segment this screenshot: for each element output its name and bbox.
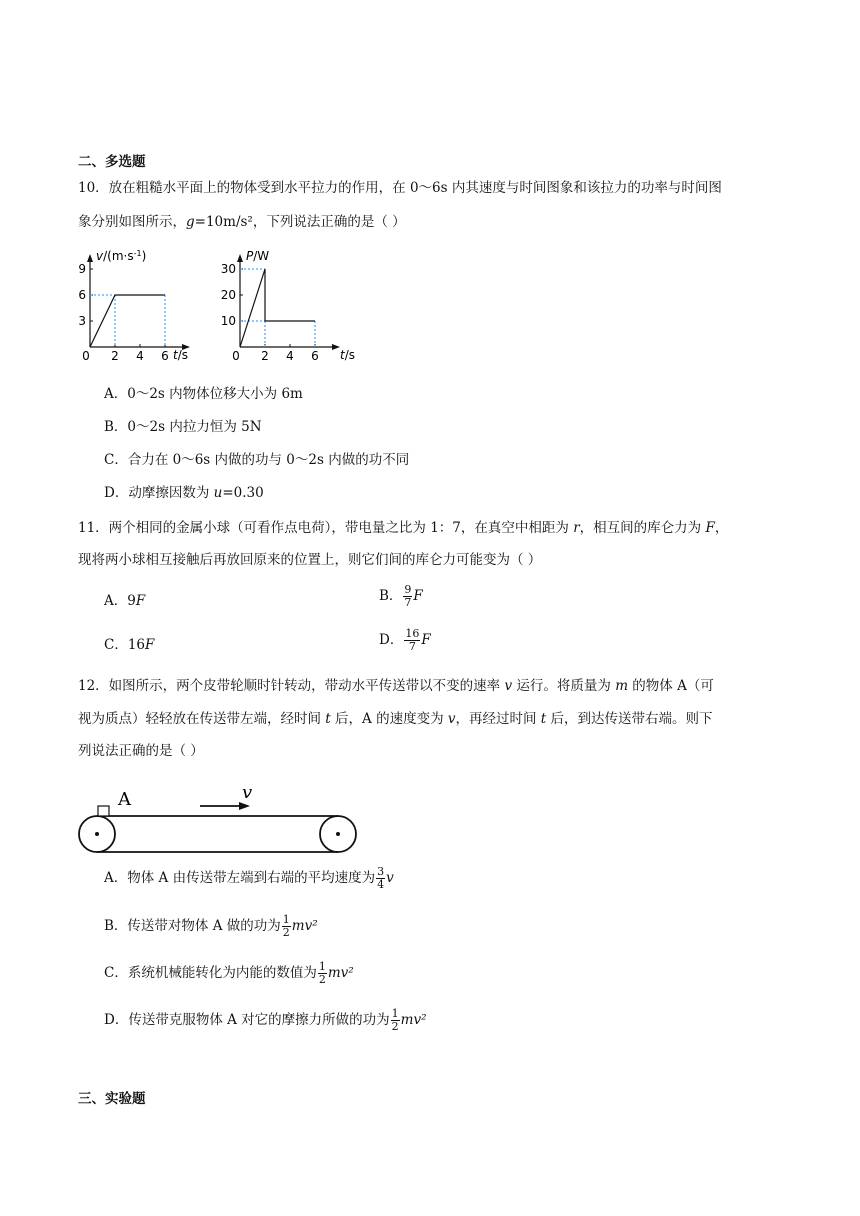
y-tick-label: 3 (78, 314, 86, 328)
x-tick-label: 0 (232, 349, 240, 363)
q10-graphs (76, 244, 376, 364)
x-tick-label: 2 (111, 349, 119, 363)
q11-option-d: D． $\frac{16}{7}$ F (379, 627, 431, 653)
t-axis-label-1: t/s (173, 348, 189, 362)
q12-option-a: A．物体 A 由传送带左端到右端的平均速度为 $\frac{3}{4}$ v (104, 865, 394, 891)
q11-option-b: B． $\frac{9}{7}$ F (379, 583, 423, 609)
q12-stem-line3: 列说法正确的是（ ） (78, 743, 204, 759)
q10-option-b: B．0～2s 内拉力恒为 5N (104, 419, 262, 435)
q11-stem-line1: 11．两个相同的金属小球（可看作点电荷），带电量之比为 1：7，在真空中相距为 r，相互间的库仑力为 F， (78, 520, 729, 536)
velocity-time-graph (78, 249, 190, 363)
t-axis-label-2: t/s (340, 348, 356, 362)
q10-stem-line1: 10．放在粗糙水平面上的物体受到水平拉力的作用，在 0～6s 内其速度与时间图象和该拉力的功率与时间图 (78, 180, 722, 196)
y-tick-label: 9 (78, 262, 86, 276)
fraction: $\frac{1}{2}$ (282, 913, 290, 939)
q11-option-c: C．16F (104, 637, 155, 653)
block-a (98, 806, 109, 816)
fraction: $\frac{3}{4}$ (377, 865, 385, 891)
x-tick-label: 6 (161, 349, 169, 363)
x-tick-label: 4 (136, 349, 144, 363)
right-pulley-axle (336, 832, 340, 836)
fraction: $\frac{9}{7}$ (404, 583, 412, 609)
q10-stem-line2: 象分别如图所示，g=10m/s²，下列说法正确的是（ ） (78, 214, 406, 230)
power-time-graph (221, 249, 355, 363)
x-tick-label: 0 (82, 349, 90, 363)
y-tick-label: 20 (220, 288, 236, 302)
conveyor-belt-figure (76, 778, 360, 858)
x-axis-arrow (332, 344, 340, 350)
fraction: $\frac{16}{7}$ (405, 627, 420, 653)
velocity-series-line (90, 295, 165, 347)
q10-option-c: C．合力在 0～6s 内做的功与 0～2s 内做的功不同 (104, 452, 410, 468)
q12-option-d: D．传送带克服物体 A 对它的摩擦力所做的功为 $\frac{1}{2}$ mv² (104, 1007, 427, 1033)
x-tick-label: 2 (261, 349, 269, 363)
q12-option-b: B．传送带对物体 A 做的功为 $\frac{1}{2}$ mv² (104, 913, 318, 939)
y-axis-arrow (237, 254, 243, 262)
y-axis-arrow (87, 254, 93, 262)
velocity-arrow-head (239, 802, 250, 810)
q12-stem-line2: 视为质点）轻轻放在传送带左端，经时间 t 后，A 的速度变为 v，再经过时间 t 后，到达传送带右端。则下 (78, 711, 713, 727)
q12-option-c: C．系统机械能转化为内能的数值为 $\frac{1}{2}$ mv² (104, 960, 354, 986)
q10-option-d: D．动摩擦因数为 u=0.30 (104, 485, 264, 501)
section-heading-multiple-choice: 二、多选题 (78, 154, 146, 170)
fraction: $\frac{1}{2}$ (391, 1007, 399, 1033)
q11-stem-line2: 现将两小球相互接触后再放回原来的位置上，则它们间的库仑力可能变为（ ） (78, 552, 542, 568)
x-tick-label: 4 (286, 349, 294, 363)
velocity-label: v (242, 782, 253, 803)
power-series-line (240, 269, 315, 347)
x-tick-label: 6 (311, 349, 319, 363)
y-tick-label: 10 (220, 314, 236, 328)
q11-option-a: A．9F (104, 593, 146, 609)
left-pulley-axle (95, 832, 99, 836)
fraction: $\frac{1}{2}$ (318, 960, 326, 986)
q12-stem-line1: 12．如图所示，两个皮带轮顺时针转动，带动水平传送带以不变的速率 v 运行。将质量为 m 的物体 A（可 (78, 678, 714, 694)
p-axis-label: P/W (246, 249, 270, 263)
block-a-label: A (118, 789, 131, 810)
section-heading-experiment: 三、实验题 (78, 1091, 146, 1107)
v-axis-label: $v/(m\cdot s^{-1})$ (96, 249, 147, 263)
q10-option-a: A．0～2s 内物体位移大小为 6m (104, 386, 303, 402)
y-tick-label: 30 (220, 262, 236, 276)
y-tick-label: 6 (78, 288, 86, 302)
